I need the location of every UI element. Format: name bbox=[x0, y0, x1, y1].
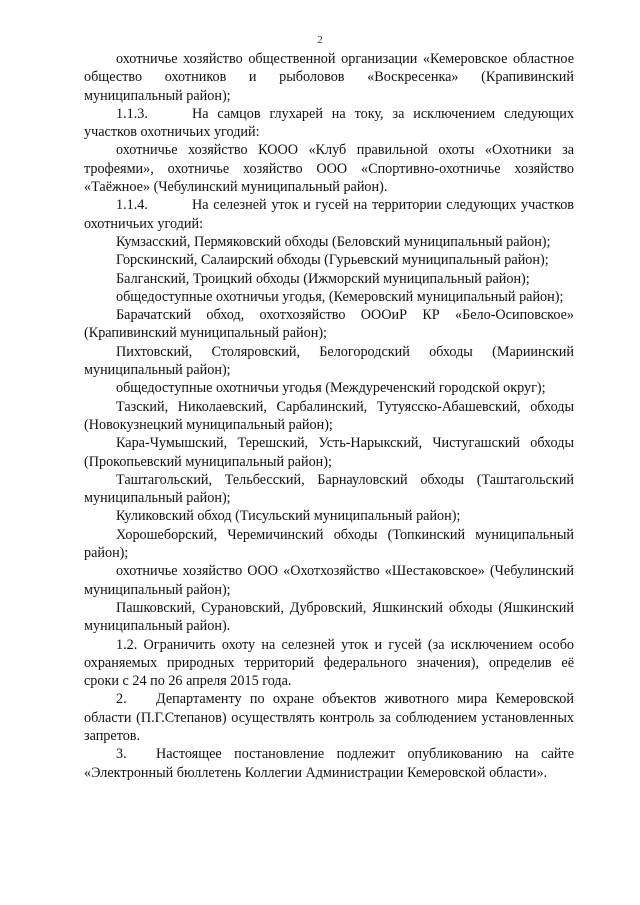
numbered-paragraph bbox=[84, 196, 574, 233]
list-item: Таштагольский, Тельбесский, Барнауловский обходы (Таштагольский муниципальный район); bbox=[84, 471, 574, 507]
list-item: Барачатский обход, охотхозяйство ОООиР КР «Бело-Осиповское» (Крапивинский муниципальный район); bbox=[84, 307, 574, 342]
paragraph-text: Настоящее постановление подлежит опубликованию на сайте «Электронный бюллетень Коллегии Администрации Кемеровской области». bbox=[84, 746, 574, 781]
numbered-paragraph bbox=[84, 690, 574, 745]
list-item: Горскинский, Салаирский обходы (Гурьевский муниципальный район); bbox=[116, 252, 549, 269]
paragraph: охотничье хозяйство общественной организации «Кемеровское областное общество охотников и рыболовов «Воскресенка» (Крапивинский муниципальный район); bbox=[84, 51, 574, 104]
paragraph-text: На селезней уток и гусей на территории следующих участков охотничьих угодий: bbox=[84, 197, 574, 232]
list-item: общедоступные охотничьи угодья, (Кемеровский муниципальный район); bbox=[116, 288, 564, 305]
numbered-paragraph bbox=[84, 105, 574, 142]
item-number: 2. bbox=[116, 691, 127, 708]
paragraph: охотничье хозяйство КООО «Клуб правильной охоты «Охотники за трофеями», охотничье хозяйство ООО «Спортивно-охотничье хозяйство «Таёжное» (Чебулинский муниципальный район). bbox=[84, 142, 574, 196]
list-item: Тазский, Николаевский, Сарбалинский, Тутуясско-Абашевский, обходы (Новокузнецкий муниципальный район); bbox=[84, 398, 574, 433]
item-number: 1.1.4. bbox=[116, 197, 148, 214]
numbered-paragraph bbox=[84, 745, 574, 782]
list-item: Балганский, Троицкий обходы (Ижморский муниципальный район); bbox=[116, 270, 530, 287]
list-item: Кара-Чумышский, Терешский, Усть-Нарыкский, Чистугашский обходы (Прокопьевский муниципальный район); bbox=[84, 435, 574, 470]
list-item: Хорошеборский, Черемичинский обходы (Топкинский муниципальный район); bbox=[84, 526, 574, 562]
list-item: охотничье хозяйство ООО «Охотхозяйство «Шестаковское» (Чебулинский муниципальный район); bbox=[84, 563, 574, 598]
item-number: 1.1.3. bbox=[116, 105, 148, 122]
list-item: Кумзасский, Пермяковский обходы (Беловский муниципальный район); bbox=[116, 233, 551, 250]
paragraph-1-2: 1.2. Ограничить охоту на селезней уток и гусей (за исключением особо охраняемых природных территорий федерального значения), определив её сроки с 24 по 26 апреля 2015 года. bbox=[84, 636, 574, 690]
paragraph-text: Департаменту по охране объектов животного мира Кемеровской области (П.Г.Степанов) осуществлять контроль за соблюдением установленных запретов. bbox=[84, 691, 574, 744]
list-item: Пихтовский, Столяровский, Белогородский обходы (Мариинский муниципальный район); bbox=[84, 343, 574, 379]
page-number: 2 bbox=[317, 34, 323, 46]
list-item: Куликовский обход (Тисульский муниципальный район); bbox=[116, 508, 461, 525]
item-number: 3. bbox=[116, 746, 127, 763]
list-item: общедоступные охотничьи угодья (Междуреченский городской округ); bbox=[116, 380, 546, 397]
list-item: Пашковский, Сурановский, Дубровский, Яшкинский обходы (Яшкинский муниципальный район). bbox=[84, 599, 574, 635]
paragraph-text: На самцов глухарей на току, за исключением следующих участков охотничьих угодий: bbox=[84, 105, 574, 141]
document-body bbox=[84, 50, 574, 782]
